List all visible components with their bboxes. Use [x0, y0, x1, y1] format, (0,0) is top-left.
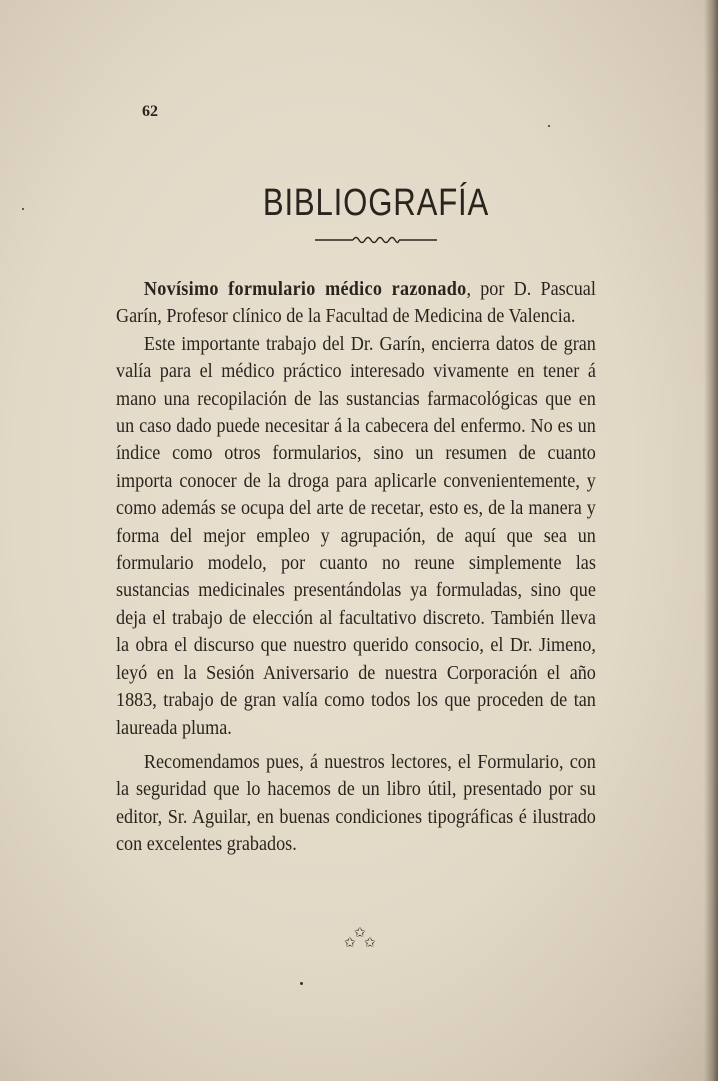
intro-rest: , por D. Pascual Garín, Profesor clínico de la Facultad de Medicina de Valencia. — [116, 279, 596, 328]
wavy-rule-ornament — [315, 232, 437, 248]
page-title: BIBLIOGRAFÍA — [262, 182, 490, 224]
paper-speck — [548, 125, 550, 127]
paper-speck — [300, 982, 303, 985]
star-icon: ✩ — [364, 936, 376, 951]
page-number: 62 — [142, 103, 158, 120]
intro-paragraph — [116, 276, 596, 331]
review-paragraph: Este importante trabajo del Dr. Garín, encierra datos de gran valía para el médico práctico interesado vivamente en tener á mano una recopilación de las sustancias farmacológicas que en un caso dado puede necesitar á la cabecera del enfermo. No es un índice como otros formularios, sino un resumen de cuanto importa conocer de la droga para aplicarle convenientemente, y como además se ocupa del arte de recetar, esto es, de la manera y forma del mejor empleo y agrupación, de aquí que sea un formulario modelo, por cuanto no reune simplemente las sustancias medicinales presentándolas ya formuladas, sino que deja el trabajo de elección al facultativo discreto. También lleva la obra el discurso que nuestro querido consocio, el Dr. Jimeno, leyó en la Sesión Aniversario de nuestra Corporación el año 1883, trabajo de gran valía como todos los que proceden de tan laureada pluma. — [116, 333, 596, 739]
recommendation-paragraph: Recomendamos pues, á nuestros lectores, el Formulario, con la seguridad que lo hacemos de un libro útil, presentado por su editor, Sr. Aguilar, en buenas condiciones tipográficas é ilustrado con excelentes grabados. — [116, 751, 596, 856]
page-edge-shadow — [704, 0, 718, 1081]
star-icon: ✩ — [354, 926, 366, 941]
star-icon: ✩ — [344, 936, 356, 951]
paper-speck — [22, 208, 24, 210]
asterism-ornament — [340, 925, 380, 955]
article-body — [116, 276, 596, 859]
book-title: Novísimo formulario médico razonado — [143, 279, 467, 300]
